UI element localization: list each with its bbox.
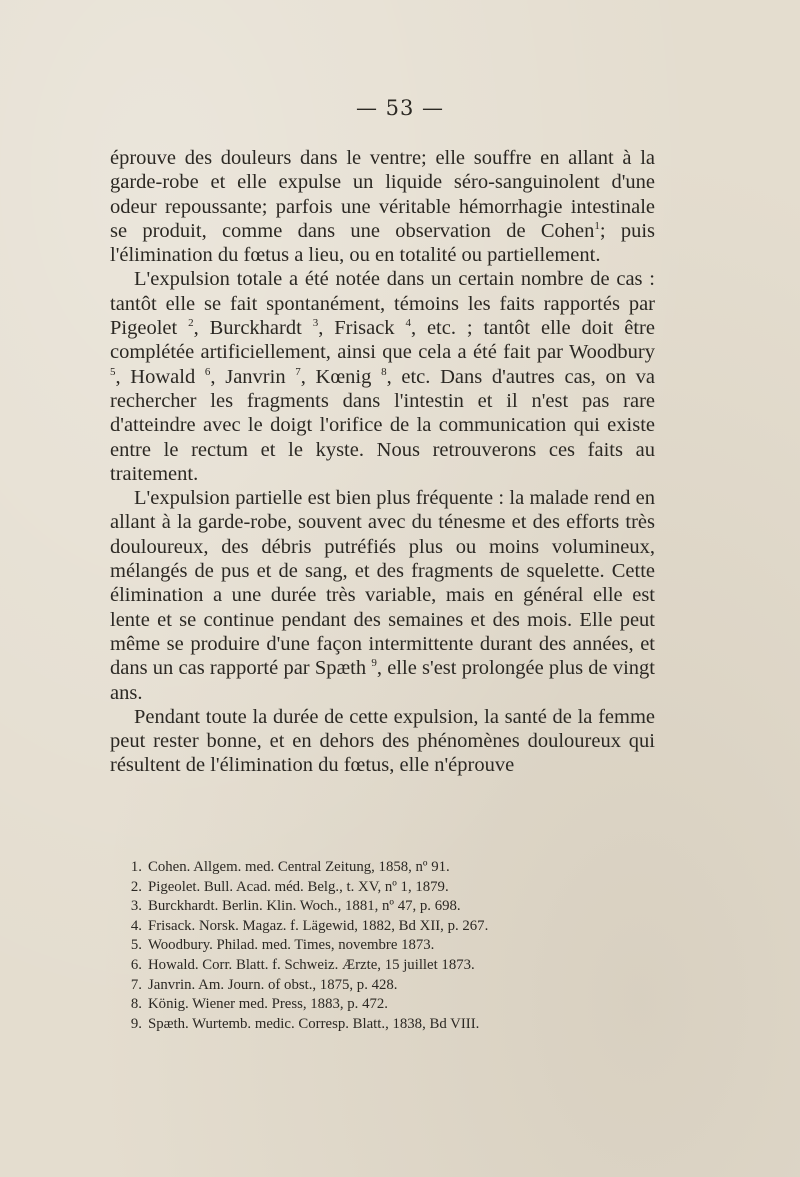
paragraph-text: , Frisack: [318, 317, 406, 340]
paragraph-text: Pendant toute la durée de cette expulsion, la santé de la femme peut rester bonne, et en dehors des phénomènes douloureux qui résultent de l'élimination du fœtus, elle n'éprouve: [110, 705, 655, 777]
footnote: [124, 917, 664, 937]
footnote-number: 8.: [130, 996, 142, 1013]
footnote-number: 3.: [130, 898, 142, 915]
paragraph-text: éprouve des douleurs dans le ventre; elle souffre en allant à la garde-robe et elle expulse un liquide séro-sanguinolent d'une odeur repoussante; parfois une véritable hémorrhagie intestinale se produit, comme dans une observation de Cohen: [110, 147, 655, 242]
paragraph: [110, 705, 655, 778]
footnote-text: Pigeolet. Bull. Acad. méd. Belg., t. XV, nº 1, 1879.: [148, 878, 449, 895]
footnote-text: Howald. Corr. Blatt. f. Schweiz. Ærzte, 15 juillet 1873.: [148, 956, 475, 973]
footnote: [124, 956, 664, 976]
paragraph-text: , etc. Dans d'autres cas, on va rechercher les fragments dans l'intestin et il n'est pas rare d'atteindre avec le doigt l'orifice de la communication qui existe entre le rectum et le kyste. Nous retrouverons ces faits au traitement.: [110, 365, 655, 485]
paragraph-text: L'expulsion totale a été notée dans un certain nombre de cas : tantôt elle se fait spontanément, témoins les faits rapportés par Pigeolet: [110, 268, 655, 340]
page-number: — 53 —: [355, 96, 445, 120]
footnote-ref: 3: [312, 317, 319, 330]
footnote-number: 1.: [130, 859, 142, 875]
footnote-ref: 2: [188, 317, 194, 330]
body-text: [110, 146, 655, 778]
footnote-text: Cohen. Allgem. med. Central Zeitung, 1858, nº 91.: [148, 859, 450, 875]
paragraph-text: , Kœnig: [300, 365, 382, 388]
footnote: [124, 995, 664, 1015]
footnote-number: 6.: [130, 956, 142, 973]
paragraph: [110, 267, 655, 486]
paragraph-text: , elle s'est prolongée plus de vingt ans.: [110, 657, 656, 704]
footnote-text: König. Wiener med. Press, 1883, p. 472.: [148, 996, 388, 1013]
paragraph-text: , Burckhardt: [193, 317, 313, 340]
footnote-text: Woodbury. Philad. med. Times, novembre 1873.: [148, 937, 435, 954]
footnote-number: 4.: [130, 917, 142, 934]
footnote-ref: 4: [405, 317, 411, 330]
footnote-text: Frisack. Norsk. Magaz. f. Lägewid, 1882, Bd XII, p. 267.: [148, 917, 489, 934]
footnotes: [124, 858, 664, 1034]
paragraph-text: , Howald: [115, 365, 205, 388]
footnote-ref: 5: [110, 365, 116, 378]
paragraph-text: ; puis l'élimination du fœtus a lieu, ou en totalité ou partiellement.: [110, 219, 655, 267]
footnote: [124, 936, 664, 956]
footnote-number: 9.: [130, 1015, 142, 1032]
footnote: [124, 878, 664, 898]
paragraph-text: L'expulsion partielle est bien plus fréquente : la malade rend en allant à la garde-robe, souvent avec du ténesme et des efforts très douloureux, des débris putréfiés plus ou moins volumineux, mélangés de pus et de sang, et des fragments de squelette. Cette élimination a une durée très variable, mais en général elle est lente et se continue pendant des semaines et des mois. Elle peut même se produire d'une façon intermittente durant des années, et dans un cas rapporté par Spæth: [110, 487, 655, 680]
paragraph-text: , etc. ; tantôt elle doit être complétée artificiellement, ainsi que cela a été fait par Woodbury: [110, 317, 655, 364]
paragraph: [110, 486, 655, 705]
footnote: [124, 897, 664, 917]
footnote-text: Burckhardt. Berlin. Klin. Woch., 1881, nº 47, p. 698.: [148, 898, 461, 915]
footnote-ref: 9: [371, 657, 377, 670]
footnote-ref: 1: [594, 220, 600, 233]
footnote-ref: 7: [295, 365, 301, 378]
footnote: [124, 1015, 664, 1035]
paragraph: [110, 146, 655, 267]
paragraph-text: , Janvrin: [210, 365, 296, 388]
footnote-number: 5.: [130, 937, 142, 954]
footnote-ref: 6: [204, 365, 211, 378]
footnote: [124, 976, 664, 996]
footnote: [124, 858, 664, 878]
footnote-number: 7.: [130, 976, 142, 993]
footnote-ref: 8: [381, 365, 387, 378]
footnote-number: 2.: [130, 878, 142, 895]
footnote-text: Spæth. Wurtemb. medic. Corresp. Blatt., 1838, Bd VIII.: [148, 1015, 480, 1032]
footnote-text: Janvrin. Am. Journ. of obst., 1875, p. 428.: [148, 976, 398, 993]
